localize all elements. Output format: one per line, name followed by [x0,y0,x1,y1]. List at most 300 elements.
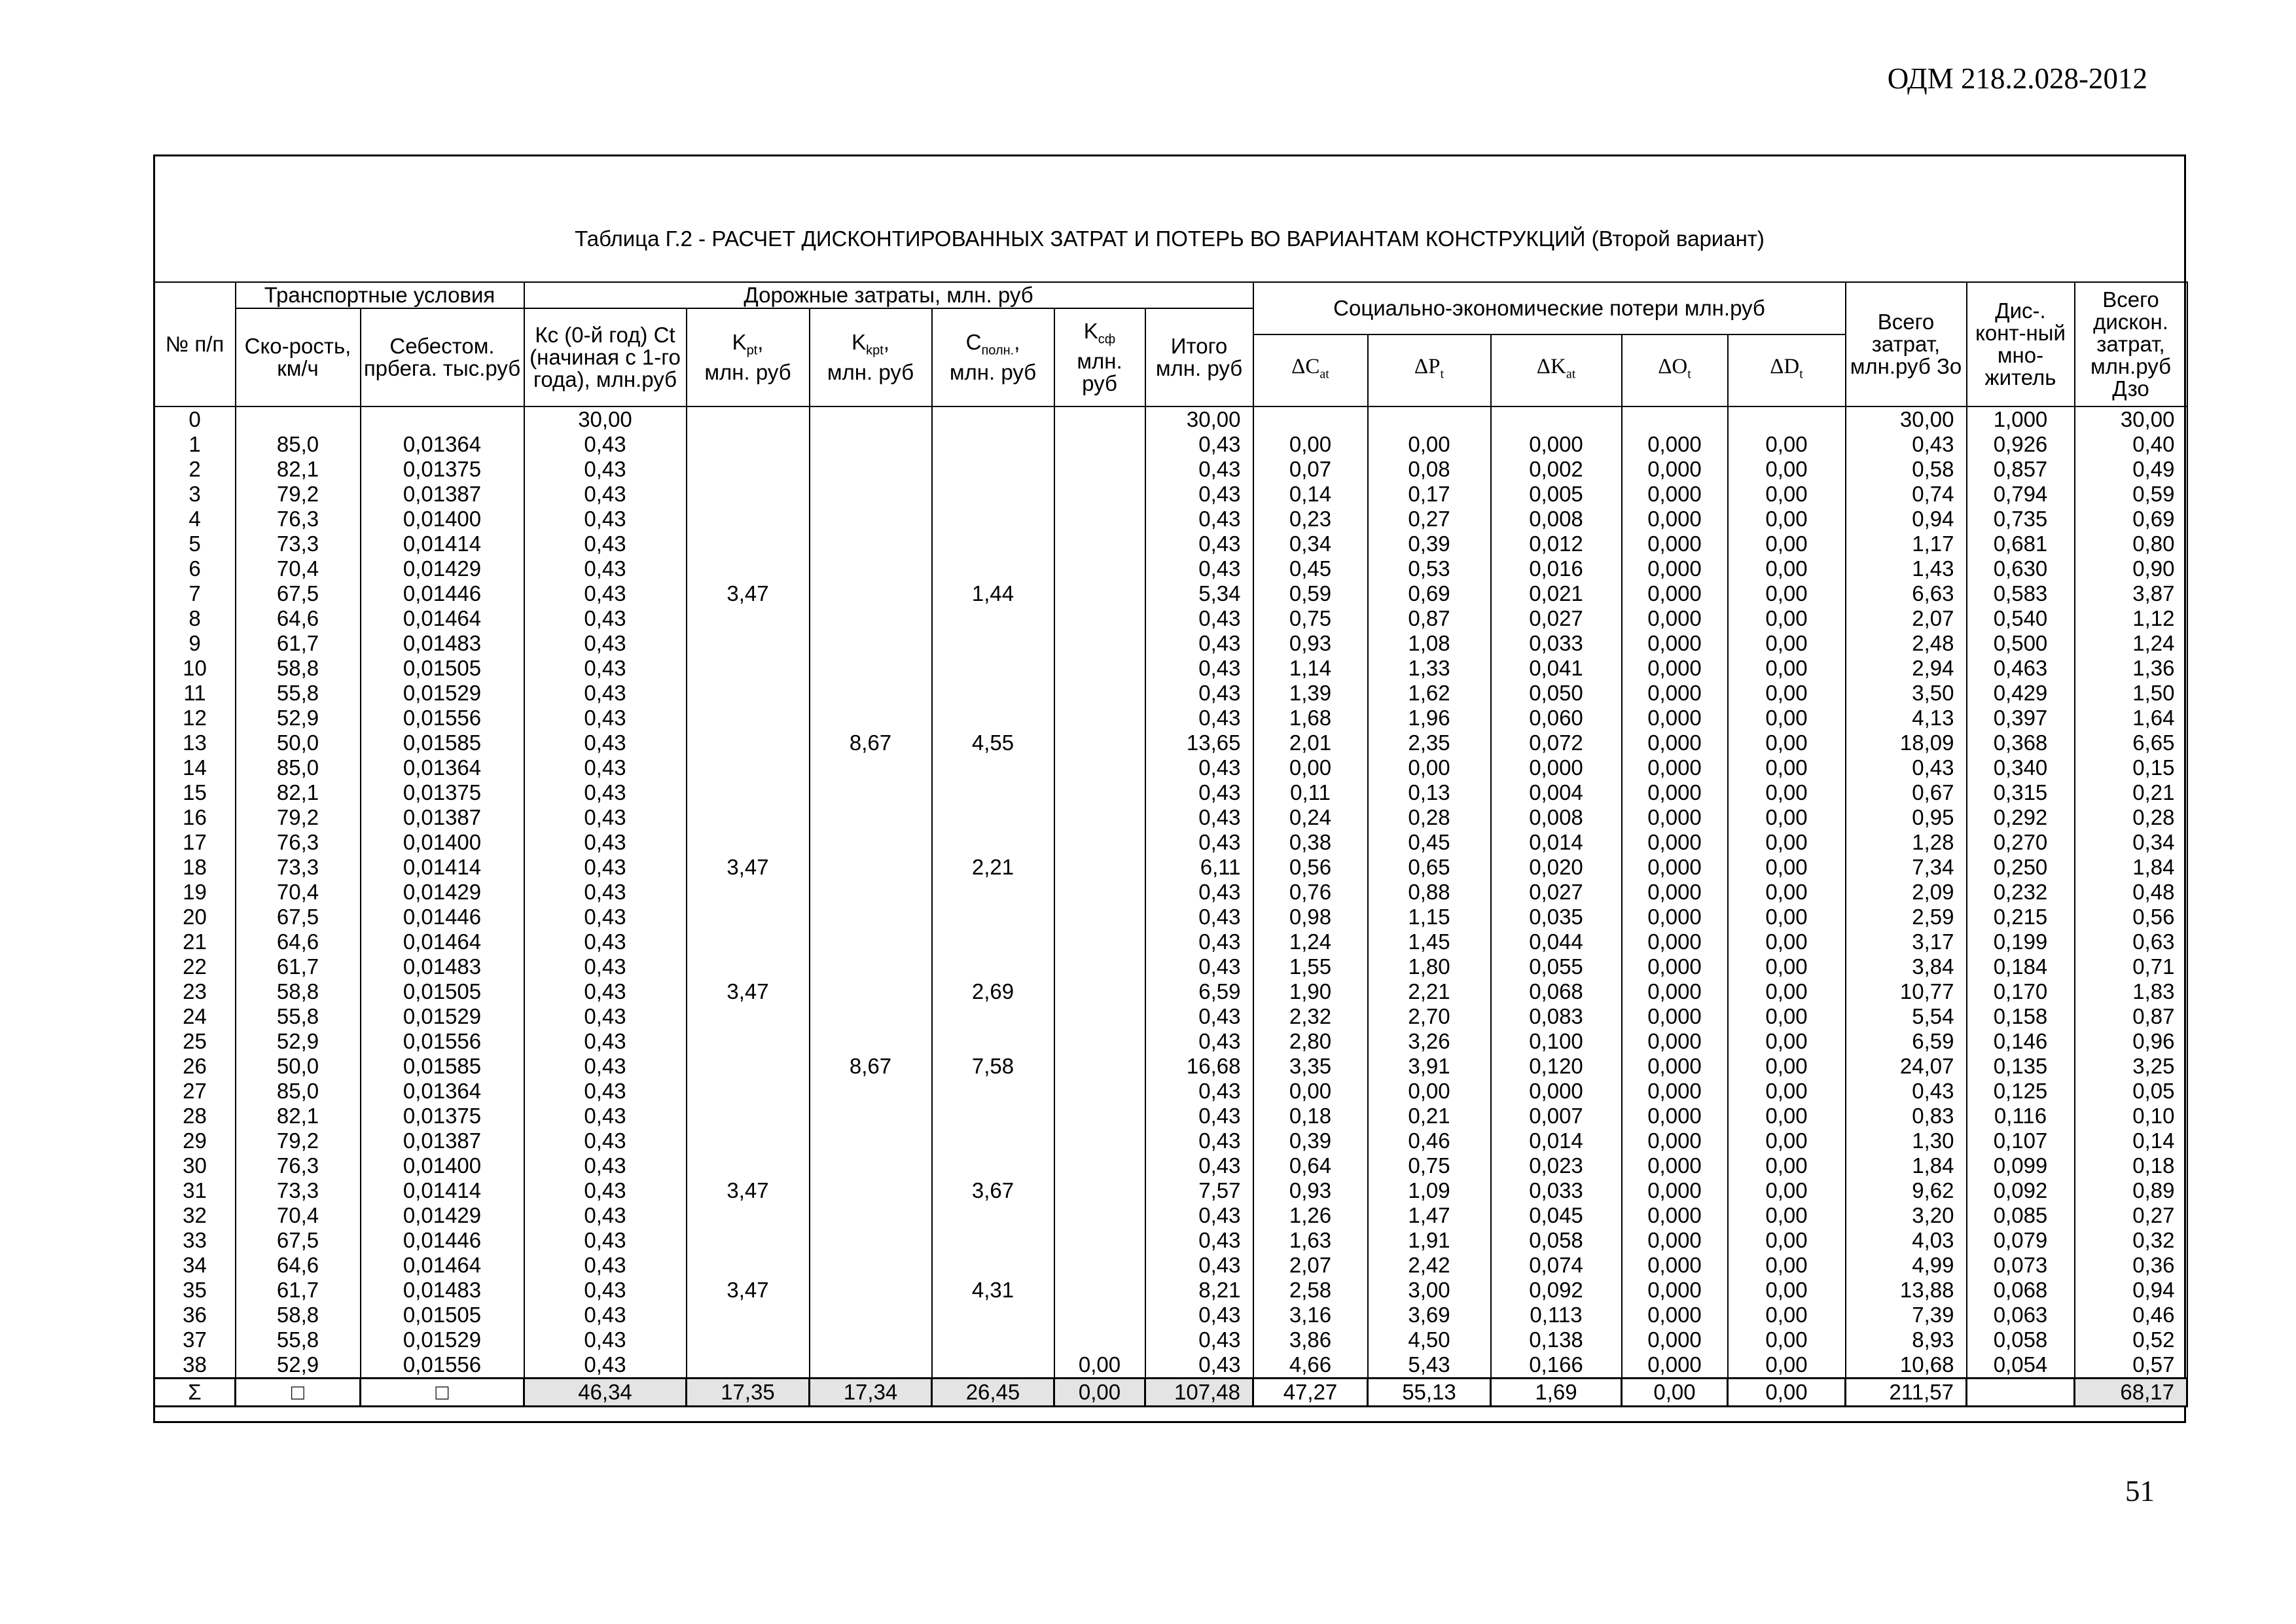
table-cell: 3,47 [687,979,810,1004]
table-cell: 0,135 [1967,1054,2075,1079]
table-cell: 0,43 [1145,1004,1253,1029]
total-cell: 26,45 [932,1379,1054,1407]
table-cell: 0,166 [1491,1352,1622,1379]
table-cell: 0,43 [1145,1104,1253,1128]
table-cell: 0,24 [1253,805,1368,830]
table-cell: 2,35 [1368,731,1491,755]
table-row [154,979,2187,1004]
table-cell [687,606,810,631]
table-cell: 0,43 [1145,1228,1253,1253]
table-row [154,755,2187,780]
table-cell: 0,01375 [361,780,524,805]
table-cell: 5,54 [1846,1004,1967,1029]
table-cell: 64,6 [236,1253,361,1278]
table-cell: 0,43 [1145,482,1253,507]
table-cell: 1 [154,432,236,457]
table-row [154,830,2187,855]
table-cell: 0,34 [1253,532,1368,556]
table-cell: 0,01429 [361,556,524,581]
table-cell: 0,43 [524,1178,687,1203]
table-cell: 3,16 [1253,1303,1368,1327]
table-cell: 30,00 [1846,406,1967,432]
table-title: Таблица Г.2 - РАСЧЕТ ДИСКОНТИРОВАННЫХ ЗАТРАТ И ПОТЕРЬ ВО ВАРИАНТАМ КОНСТРУКЦИЙ (Второй вариант) [575,226,1765,251]
table-cell [810,507,932,532]
table-cell [932,880,1054,905]
table-cell [810,1178,932,1203]
table-cell: 0,000 [1622,681,1728,706]
table-cell: 0,46 [2075,1303,2187,1327]
table-cell: 0,007 [1491,1104,1622,1128]
total-cell: 68,17 [2075,1379,2187,1407]
table-cell: 76,3 [236,1153,361,1178]
table-cell [1054,1029,1145,1054]
table-cell: 0,000 [1491,755,1622,780]
table-cell: 0,43 [1145,954,1253,979]
total-cell: 107,48 [1145,1379,1253,1407]
table-cell: 0,000 [1622,1352,1728,1379]
table-cell: 2,69 [932,979,1054,1004]
table-cell: 58,8 [236,656,361,681]
table-cell: 2,94 [1846,656,1967,681]
table-cell: 0,80 [2075,532,2187,556]
table-cell: 1,30 [1846,1128,1967,1153]
table-cell [687,1128,810,1153]
table-cell: 2,07 [1253,1253,1368,1278]
table-cell: 1,24 [1253,929,1368,954]
table-cell: 8,21 [1145,1278,1253,1303]
table-cell: 1,000 [1967,406,2075,432]
table-cell: 0,01529 [361,681,524,706]
table-cell: 0,158 [1967,1004,2075,1029]
table-cell [1054,731,1145,755]
table-cell: 0,054 [1967,1352,2075,1379]
table-cell [932,532,1054,556]
table-cell: 8,67 [810,731,932,755]
table-cell: 0,43 [1145,1029,1253,1054]
table-cell [810,1352,932,1379]
table-cell: 1,47 [1368,1203,1491,1228]
table-cell [1253,406,1368,432]
table-cell: 0,43 [524,755,687,780]
table-cell: 7,57 [1145,1178,1253,1203]
table-cell [1054,1278,1145,1303]
group-social-header: Социально-экономические потери млн.руб [1253,282,1846,334]
table-cell: 82,1 [236,1104,361,1128]
table-cell: 6,65 [2075,731,2187,755]
table-cell: 0,01387 [361,1128,524,1153]
table-cell: 1,43 [1846,556,1967,581]
table-cell: 85,0 [236,1079,361,1104]
table-cell: 7,58 [932,1054,1054,1079]
table-row [154,1104,2187,1128]
table-cell: 0,43 [1145,905,1253,929]
table-cell: 1,12 [2075,606,2187,631]
table-cell: 0,69 [1368,581,1491,606]
table-cell [810,581,932,606]
table-cell: 0,39 [1253,1128,1368,1153]
table-cell: 30 [154,1153,236,1178]
table-cell: 1,64 [2075,706,2187,731]
col-cpoln-header: $C_{полн.}$, млн. руб [932,308,1054,406]
table-cell: 0,000 [1622,1054,1728,1079]
table-cell [687,1079,810,1104]
table-row [154,581,2187,606]
table-cell: 0,21 [1368,1104,1491,1128]
table-cell: 0,000 [1622,581,1728,606]
table-cell [687,1303,810,1327]
table-cell: 20 [154,905,236,929]
table-row [154,880,2187,905]
totals-row [154,1379,2187,1407]
table-cell: 0,250 [1967,855,2075,880]
table-cell [1054,706,1145,731]
table-row [154,556,2187,581]
table-cell: 30,00 [2075,406,2187,432]
table-row [154,1228,2187,1253]
table-cell [1054,1128,1145,1153]
table-cell [1054,631,1145,656]
table-cell: 3,47 [687,581,810,606]
table-cell: 0,000 [1622,1079,1728,1104]
table-cell: 0,38 [1253,830,1368,855]
table-cell: 0,64 [1253,1153,1368,1178]
table-cell: 2,09 [1846,880,1967,905]
table-cell: 0,01387 [361,482,524,507]
total-cell [1967,1379,2075,1407]
col-ksf-header: $K_{сф}$ млн. руб [1054,308,1145,406]
table-cell: 0,107 [1967,1128,2075,1153]
table-cell: 4,66 [1253,1352,1368,1379]
table-cell: 0,000 [1622,706,1728,731]
table-cell: 0,94 [1846,507,1967,532]
table-cell [1054,1327,1145,1352]
table-cell: 0,43 [524,432,687,457]
table-cell: 0,00 [1728,581,1846,606]
table-cell: 0,43 [1145,1079,1253,1104]
table-cell: 0,43 [524,706,687,731]
table-cell: 0,01529 [361,1004,524,1029]
table-cell: 1,08 [1368,631,1491,656]
col-dot-header: $\Delta O_t$ [1622,334,1728,406]
table-cell: 0,01364 [361,432,524,457]
table-cell [687,830,810,855]
table-cell: 2,32 [1253,1004,1368,1029]
col-kkpt-unit: млн. руб [827,360,914,385]
table-cell: 61,7 [236,1278,361,1303]
table-cell: 0,00 [1728,880,1846,905]
table-cell: 0,00 [1368,755,1491,780]
table-cell: 0,88 [1368,880,1491,905]
table-cell: 0,43 [1846,1079,1967,1104]
table-cell: 1,50 [2075,681,2187,706]
table-cell: 0,98 [1253,905,1368,929]
table-cell: 0,00 [1728,606,1846,631]
table-cell [932,1327,1054,1352]
table-cell: 0,199 [1967,929,2075,954]
table-cell [687,805,810,830]
table-cell: 4,31 [932,1278,1054,1303]
table-cell: 0,00 [1253,432,1368,457]
table-cell: 0,000 [1622,731,1728,755]
table-cell: 0,65 [1368,855,1491,880]
table-cell: 0,100 [1491,1029,1622,1054]
table-cell: 0,000 [1622,1278,1728,1303]
table-cell: 0,01429 [361,880,524,905]
table-cell: 64,6 [236,929,361,954]
table-cell: 0,43 [1145,780,1253,805]
table-cell: 0,125 [1967,1079,2075,1104]
table-cell: 8 [154,606,236,631]
table-cell [687,432,810,457]
table-cell [932,1352,1054,1379]
table-cell: 0,000 [1622,830,1728,855]
table-cell: 0,00 [1728,1029,1846,1054]
table-cell: 0,59 [2075,482,2187,507]
table-cell: 0,94 [2075,1278,2187,1303]
table-cell: 82,1 [236,457,361,482]
table-cell: 0,27 [2075,1203,2187,1228]
col-speed-header: Ско-рость, км/ч [236,308,361,406]
table-cell: 0,45 [1368,830,1491,855]
table-cell [932,780,1054,805]
table-cell: 0,01464 [361,606,524,631]
table-cell [932,606,1054,631]
total-cell: □ [361,1379,524,1407]
table-cell: 0,43 [524,880,687,905]
table-cell: 0,000 [1622,1029,1728,1054]
table-cell [810,556,932,581]
total-cell: 0,00 [1054,1379,1145,1407]
table-cell: 0,000 [1622,1203,1728,1228]
table-cell: 0,368 [1967,731,2075,755]
total-cell: 0,00 [1622,1379,1728,1407]
table-cell: 0,232 [1967,880,2075,905]
total-cell: 47,27 [1253,1379,1368,1407]
table-cell: 0,794 [1967,482,2075,507]
table-cell: 0,01529 [361,1327,524,1352]
table-cell: 33 [154,1228,236,1253]
table-cell: 0,033 [1491,631,1622,656]
total-cell: 0,00 [1728,1379,1846,1407]
table-cell: 16 [154,805,236,830]
table-cell [1054,805,1145,830]
table-cell: 0,01375 [361,1104,524,1128]
table-cell: 0,002 [1491,457,1622,482]
table-cell: 0,43 [1145,706,1253,731]
table-cell [932,631,1054,656]
table-cell: 38 [154,1352,236,1379]
table-cell: 2,42 [1368,1253,1491,1278]
table-cell: 0,00 [1728,706,1846,731]
table-cell: 0,01556 [361,1352,524,1379]
table-cell [1491,406,1622,432]
table-cell: 0,014 [1491,830,1622,855]
table-cell [1054,656,1145,681]
table-cell: 0,083 [1491,1004,1622,1029]
table-cell: 18 [154,855,236,880]
table-cell [687,406,810,432]
table-cell: 10 [154,656,236,681]
table-cell [932,1203,1054,1228]
table-row [154,1153,2187,1178]
table-cell: 0,000 [1622,1128,1728,1153]
table-cell: 6,59 [1846,1029,1967,1054]
table-cell: 22 [154,954,236,979]
table-cell [932,1004,1054,1029]
table-cell: 79,2 [236,482,361,507]
table-cell: 0,67 [1846,780,1967,805]
table-cell: 0,397 [1967,706,2075,731]
table-cell: 0,90 [2075,556,2187,581]
table-cell [932,830,1054,855]
table-cell: 0,57 [2075,1352,2187,1379]
table-row [154,1079,2187,1104]
table-cell: 0,138 [1491,1327,1622,1352]
table-cell: 0,43 [1145,755,1253,780]
table-cell: 0,00 [1728,1303,1846,1327]
table-row [154,1327,2187,1352]
table-cell [1054,432,1145,457]
table-cell: 0,000 [1622,656,1728,681]
table-cell [687,1104,810,1128]
table-cell: 3,69 [1368,1303,1491,1327]
table-cell: 2,21 [932,855,1054,880]
table-cell: 3,26 [1368,1029,1491,1054]
table-cell: 0,05 [2075,1079,2187,1104]
table-cell: 14 [154,755,236,780]
table-cell: 0,28 [1368,805,1491,830]
table-row [154,457,2187,482]
table-cell: 3,47 [687,1178,810,1203]
table-cell: 0,01556 [361,706,524,731]
table-cell [1054,780,1145,805]
table-cell: 0,43 [524,1352,687,1379]
table-cell: 0,00 [1728,731,1846,755]
col-num-header: № п/п [154,282,236,406]
total-cell: 17,35 [687,1379,810,1407]
table-cell [932,1253,1054,1278]
table-cell: 3,67 [932,1178,1054,1203]
table-cell [810,929,932,954]
table-cell: 0,270 [1967,830,2075,855]
table-cell: 0,000 [1622,905,1728,929]
table-cell: 0,072 [1491,731,1622,755]
table-cell: 13,65 [1145,731,1253,755]
table-row [154,780,2187,805]
table-cell [932,929,1054,954]
table-cell: 0,89 [2075,1178,2187,1203]
table-cell: 0,43 [524,1203,687,1228]
table-cell [810,954,932,979]
table-cell: 82,1 [236,780,361,805]
table-cell: 0,000 [1622,482,1728,507]
table-cell: 0,23 [1253,507,1368,532]
table-cell: 0,01429 [361,1203,524,1228]
table-cell: 76,3 [236,507,361,532]
table-cell: 76,3 [236,830,361,855]
table-cell: 6,63 [1846,581,1967,606]
table-body [154,406,2187,1379]
table-cell: 0,116 [1967,1104,2075,1128]
table-cell: 0,000 [1622,929,1728,954]
table-cell: 0,15 [2075,755,2187,780]
sum-symbol: Σ [154,1379,236,1407]
table-cell [932,656,1054,681]
table-cell: 36 [154,1303,236,1327]
table-cell: 0,045 [1491,1203,1622,1228]
table-cell: 0,43 [524,805,687,830]
table-cell: 0,00 [1728,1178,1846,1203]
table-cell: 67,5 [236,905,361,929]
table-cell: 0,000 [1622,1327,1728,1352]
table-cell: 1,28 [1846,830,1967,855]
table-cell: 0,00 [1728,556,1846,581]
table-cell: 0,43 [524,581,687,606]
table-cell: 4,99 [1846,1253,1967,1278]
table-cell [687,507,810,532]
table-cell: 0,00 [1728,954,1846,979]
table-cell: 0,95 [1846,805,1967,830]
table-cell: 0,43 [1145,631,1253,656]
table-cell: 0,01505 [361,979,524,1004]
table-cell: 0,016 [1491,556,1622,581]
table-cell [687,905,810,929]
table-cell [687,1228,810,1253]
table-cell [687,880,810,905]
table-cell: 0,43 [524,1029,687,1054]
table-cell [687,457,810,482]
table-cell: 0,08 [1368,457,1491,482]
table-cell: 0,000 [1622,755,1728,780]
table-cell [1622,406,1728,432]
table-cell: 0,01505 [361,656,524,681]
table-cell: 0,01585 [361,1054,524,1079]
table-cell: 0,43 [1145,805,1253,830]
table-cell: 0,74 [1846,482,1967,507]
table-cell: 0,068 [1491,979,1622,1004]
table-cell: 0,43 [1145,1303,1253,1327]
table-cell: 0,000 [1622,1228,1728,1253]
table-cell [932,1079,1054,1104]
table-cell: 0,43 [1145,929,1253,954]
table-row [154,1278,2187,1303]
table-cell: 0,014 [1491,1128,1622,1153]
table-cell: 24,07 [1846,1054,1967,1079]
table-cell: 0,01387 [361,805,524,830]
table-cell: 0,008 [1491,507,1622,532]
table-cell: 73,3 [236,532,361,556]
table-cell: 52,9 [236,1352,361,1379]
table-cell: 0,21 [2075,780,2187,805]
table-cell: 50,0 [236,1054,361,1079]
table-cell: 0,035 [1491,905,1622,929]
table-cell: 0,43 [1145,507,1253,532]
col-kpt-header: $K_{pt}$, млн. руб [687,308,810,406]
table-cell: 6,59 [1145,979,1253,1004]
table-cell: 0,14 [2075,1128,2187,1153]
table-cell [1054,979,1145,1004]
table-cell: 1,39 [1253,681,1368,706]
table-cell: 0,43 [1145,1128,1253,1153]
table-cell: 16,68 [1145,1054,1253,1079]
table-cell [1054,855,1145,880]
table-cell: 0,063 [1967,1303,2075,1327]
table-cell: 0,96 [2075,1029,2187,1054]
table-cell [1054,880,1145,905]
table-cell [1054,681,1145,706]
table-cell: 0,00 [1728,1327,1846,1352]
table-cell [932,805,1054,830]
